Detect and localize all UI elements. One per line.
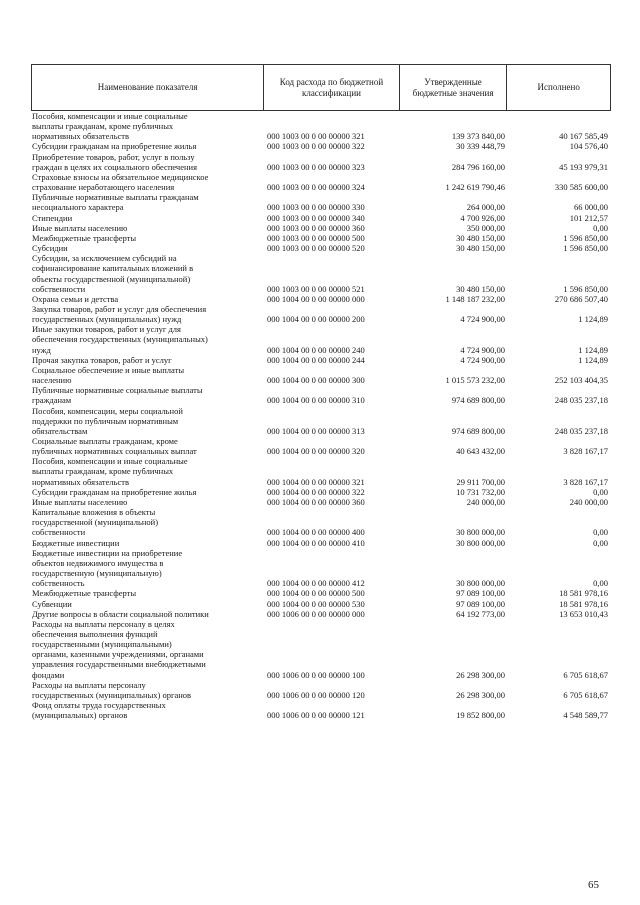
- row-name-line: Стипендии: [32, 212, 73, 223]
- row-name-line: государственными (муниципальными): [32, 639, 172, 650]
- row-code: 000 1006 00 0 00 00000 100: [267, 669, 365, 680]
- row-name: [31, 385, 263, 405]
- row-approved: 350 000,00: [466, 222, 505, 233]
- row-name: [31, 223, 263, 233]
- row-approved: 97 089 100,00: [456, 598, 505, 609]
- row-name: [31, 619, 263, 680]
- row-name-line: государственных (муниципальных) нужд: [32, 314, 182, 325]
- row-name-line: Бюджетные инвестиции: [32, 537, 120, 548]
- row-code: 000 1003 00 0 00 00000 520: [267, 243, 365, 254]
- row-code: 000 1003 00 0 00 00000 360: [267, 222, 365, 233]
- row-executed: 240 000,00: [569, 496, 608, 507]
- row-code: 000 1004 00 0 00 00000 300: [267, 375, 365, 386]
- row-approved: 30 800 000,00: [456, 537, 505, 548]
- row-name-line: (муниципальных) органов: [32, 710, 128, 721]
- table-row: [31, 253, 611, 294]
- row-name: [31, 497, 263, 507]
- row-name-line: Межбюджетные трансферты: [32, 232, 137, 243]
- table-row: [31, 456, 611, 486]
- row-name-line: Публичные нормативные выплаты гражданам: [32, 192, 199, 203]
- header-code: Код расхода по бюджетной классификации: [263, 65, 399, 110]
- row-name-line: Приобретение товаров, работ, услуг в пользу: [32, 151, 195, 162]
- row-name: [31, 538, 263, 548]
- row-code: 000 1004 00 0 00 00000 500: [267, 588, 365, 599]
- row-executed: 1 596 850,00: [563, 232, 608, 243]
- row-name-line: Бюджетные инвестиции на приобретение: [32, 547, 183, 558]
- row-approved: 1 242 619 790,46: [445, 182, 505, 193]
- row-approved: 40 643 432,00: [456, 446, 505, 457]
- row-code: 000 1004 00 0 00 00000 321: [267, 476, 365, 487]
- row-name: [31, 588, 263, 598]
- row-name: [31, 609, 263, 619]
- row-executed: 4 548 589,77: [563, 710, 608, 721]
- row-executed: 0,00: [593, 222, 608, 233]
- row-name-line: объекты государственной (муниципальной): [32, 273, 191, 284]
- row-name-line: граждан в целях их социального обеспечения: [32, 161, 197, 172]
- table-row: [31, 609, 611, 619]
- table-row: [31, 355, 611, 365]
- row-code: 000 1003 00 0 00 00000 324: [267, 182, 365, 193]
- row-name: [31, 456, 263, 486]
- row-executed: 3 828 167,17: [563, 476, 608, 487]
- row-name-line: Субсидии гражданам на приобретение жилья: [32, 486, 197, 497]
- table-row: [31, 223, 611, 233]
- table-row: [31, 304, 611, 324]
- row-code: 000 1006 00 0 00 00000 121: [267, 710, 365, 721]
- row-approved: 26 298 300,00: [456, 669, 505, 680]
- row-approved: 284 796 160,00: [451, 161, 505, 172]
- table-row: [31, 599, 611, 609]
- table-row: [31, 619, 611, 680]
- table-row: [31, 588, 611, 598]
- row-executed: 1 124,89: [578, 314, 608, 325]
- row-name: [31, 324, 263, 354]
- row-approved: 19 852 800,00: [456, 710, 505, 721]
- row-name-line: поддержки по публичным нормативным: [32, 415, 179, 426]
- budget-table: [31, 64, 611, 720]
- table-row: [31, 436, 611, 456]
- row-executed: 101 212,57: [569, 212, 608, 223]
- row-executed: 66 000,00: [574, 202, 608, 213]
- row-approved: 26 298 300,00: [456, 689, 505, 700]
- row-approved: 30 480 150,00: [456, 243, 505, 254]
- row-name: [31, 680, 263, 700]
- row-name: [31, 365, 263, 385]
- row-name-line: Закупка товаров, работ и услуг для обеспечения: [32, 303, 207, 314]
- row-name: [31, 152, 263, 172]
- row-code: 000 1003 00 0 00 00000 521: [267, 283, 365, 294]
- row-name-line: Фонд оплаты труда государственных: [32, 700, 166, 711]
- row-approved: 4 724 900,00: [460, 344, 505, 355]
- row-name: [31, 233, 263, 243]
- row-executed: 1 596 850,00: [563, 243, 608, 254]
- row-name-line: Иные выплаты населению: [32, 222, 128, 233]
- row-executed: 0,00: [593, 486, 608, 497]
- row-name-line: обеспечения выполнения функций: [32, 628, 158, 639]
- row-name-line: управления государственными внебюджетными: [32, 659, 206, 670]
- row-code: 000 1003 00 0 00 00000 340: [267, 212, 365, 223]
- row-executed: 18 581 978,16: [559, 588, 608, 599]
- row-name-line: Субсидии гражданам на приобретение жилья: [32, 141, 197, 152]
- table-row: [31, 243, 611, 253]
- row-executed: 18 581 978,16: [559, 598, 608, 609]
- row-name-line: Субсидии: [32, 243, 68, 254]
- table-row: [31, 233, 611, 243]
- row-name-line: Охрана семьи и детства: [32, 293, 119, 304]
- row-approved: 29 911 700,00: [456, 476, 505, 487]
- row-name: [31, 304, 263, 324]
- row-name-line: Страховые взносы на обязательное медицинское: [32, 171, 209, 182]
- row-name: [31, 253, 263, 294]
- row-code: 000 1004 00 0 00 00000 240: [267, 344, 365, 355]
- row-approved: 30 480 150,00: [456, 283, 505, 294]
- row-name: [31, 599, 263, 609]
- table-row: [31, 548, 611, 589]
- row-name-line: гражданам: [32, 395, 72, 406]
- row-approved: 139 373 840,00: [451, 131, 505, 142]
- table-header: [31, 64, 611, 111]
- row-name-line: нормативных обязательств: [32, 131, 129, 142]
- row-approved: 10 731 732,00: [456, 486, 505, 497]
- row-name-line: Субсидии, за исключением субсидий на: [32, 253, 177, 264]
- row-name: [31, 141, 263, 151]
- row-code: 000 1004 00 0 00 00000 200: [267, 314, 365, 325]
- row-approved: 1 015 573 232,00: [445, 375, 505, 386]
- row-name-line: Расходы на выплаты персоналу в целях: [32, 618, 175, 629]
- row-name-line: Пособия, компенсации и иные социальные: [32, 111, 188, 121]
- row-approved: 30 800 000,00: [456, 527, 505, 538]
- table-row: [31, 487, 611, 497]
- row-approved: 4 724 900,00: [460, 354, 505, 365]
- row-executed: 3 828 167,17: [563, 446, 608, 457]
- row-code: 000 1004 00 0 00 00000 360: [267, 496, 365, 507]
- row-name-line: страхование неработающего населения: [32, 182, 175, 193]
- row-name-line: объектов недвижимого имущества в: [32, 557, 164, 568]
- row-name-line: органами, казенными учреждениями, органами: [32, 649, 204, 660]
- row-name: [31, 243, 263, 253]
- row-name-line: обеспечения государственных (муниципальных): [32, 334, 208, 345]
- table-row: [31, 294, 611, 304]
- row-name-line: Социальное обеспечение и иные выплаты: [32, 364, 185, 375]
- row-name-line: обязательствам: [32, 425, 88, 436]
- row-name-line: нужд: [32, 344, 51, 355]
- table-row: [31, 385, 611, 405]
- row-executed: 248 035 237,18: [554, 395, 608, 406]
- row-name-line: Капитальные вложения в объекты: [32, 507, 156, 518]
- table-row: [31, 213, 611, 223]
- row-name-line: Другие вопросы в области социальной политики: [32, 608, 209, 619]
- row-executed: 6 705 618,67: [563, 669, 608, 680]
- row-code: 000 1004 00 0 00 00000 313: [267, 425, 365, 436]
- row-name-line: несоциального характера: [32, 202, 124, 213]
- row-name: [31, 192, 263, 212]
- row-name: [31, 172, 263, 192]
- header-executed: Исполнено: [506, 65, 610, 110]
- row-code: 000 1004 00 0 00 00000 244: [267, 354, 365, 365]
- row-name-line: государственных (муниципальных) органов: [32, 689, 192, 700]
- row-code: 000 1004 00 0 00 00000 310: [267, 395, 365, 406]
- page-number: 65: [588, 879, 599, 891]
- row-code: 000 1006 00 0 00 00000 000: [267, 608, 365, 619]
- table-row: [31, 406, 611, 436]
- table-row: [31, 497, 611, 507]
- row-name-line: населению: [32, 375, 72, 386]
- table-row: [31, 538, 611, 548]
- row-name-line: выплаты гражданам, кроме публичных: [32, 121, 174, 132]
- table-row: [31, 365, 611, 385]
- row-name-line: государственной (муниципальной): [32, 517, 159, 528]
- row-approved: 30 339 448,79: [456, 141, 505, 152]
- row-name-line: Пособия, компенсации, меры социальной: [32, 405, 183, 416]
- row-executed: 6 705 618,67: [563, 689, 608, 700]
- row-name-line: софинансирование капитальных вложений в: [32, 263, 194, 274]
- row-executed: 1 124,89: [578, 344, 608, 355]
- row-name-line: Расходы на выплаты персоналу: [32, 679, 146, 690]
- row-executed: 270 686 507,40: [554, 293, 608, 304]
- row-executed: 1 596 850,00: [563, 283, 608, 294]
- row-approved: 97 089 100,00: [456, 588, 505, 599]
- row-executed: 0,00: [593, 537, 608, 548]
- row-code: 000 1006 00 0 00 00000 120: [267, 689, 365, 700]
- row-code: 000 1004 00 0 00 00000 412: [267, 578, 365, 589]
- row-name-line: Субвенции: [32, 598, 72, 609]
- row-executed: 13 653 010,43: [559, 608, 608, 619]
- row-code: 000 1004 00 0 00 00000 400: [267, 527, 365, 538]
- row-code: 000 1003 00 0 00 00000 321: [267, 131, 365, 142]
- row-code: 000 1004 00 0 00 00000 530: [267, 598, 365, 609]
- row-name-line: Социальные выплаты гражданам, кроме: [32, 436, 178, 446]
- header-name: Наименование показателя: [97, 82, 198, 92]
- row-approved: 64 192 773,00: [456, 608, 505, 619]
- row-name: [31, 700, 263, 720]
- row-name: [31, 213, 263, 223]
- row-name-line: Иные закупки товаров, работ и услуг для: [32, 324, 181, 335]
- row-code: 000 1003 00 0 00 00000 323: [267, 161, 365, 172]
- row-code: 000 1004 00 0 00 00000 322: [267, 486, 365, 497]
- row-name-line: собственность: [32, 578, 85, 589]
- row-name-line: Прочая закупка товаров, работ и услуг: [32, 354, 172, 365]
- row-executed: 330 585 600,00: [554, 182, 608, 193]
- row-name: [31, 294, 263, 304]
- row-name-line: публичных нормативных социальных выплат: [32, 446, 197, 457]
- row-code: 000 1004 00 0 00 00000 320: [267, 446, 365, 457]
- row-executed: 252 103 404,35: [554, 375, 608, 386]
- row-executed: 0,00: [593, 578, 608, 589]
- row-approved: 30 800 000,00: [456, 578, 505, 589]
- row-name: [31, 548, 263, 589]
- row-executed: 248 035 237,18: [554, 425, 608, 436]
- table-row: [31, 141, 611, 151]
- table-row: [31, 680, 611, 700]
- row-executed: 40 167 585,49: [559, 131, 608, 142]
- table-row: [31, 152, 611, 172]
- row-name-line: выплаты гражданам, кроме публичных: [32, 466, 174, 477]
- row-name-line: Пособия, компенсации и иные социальные: [32, 456, 188, 467]
- row-name-line: нормативных обязательств: [32, 476, 129, 487]
- table-row: [31, 700, 611, 720]
- row-name-line: Межбюджетные трансферты: [32, 588, 137, 599]
- table-row: [31, 111, 611, 141]
- row-name: [31, 507, 263, 537]
- row-name: [31, 355, 263, 365]
- row-approved: 30 480 150,00: [456, 232, 505, 243]
- row-approved: 264 000,00: [466, 202, 505, 213]
- row-code: 000 1003 00 0 00 00000 500: [267, 232, 365, 243]
- row-name: [31, 111, 263, 141]
- row-approved: 974 689 800,00: [451, 425, 505, 436]
- row-name-line: Публичные нормативные социальные выплаты: [32, 385, 203, 396]
- row-name-line: государственную (муниципальную): [32, 568, 162, 579]
- row-code: 000 1003 00 0 00 00000 330: [267, 202, 365, 213]
- row-approved: 1 148 187 232,00: [445, 293, 505, 304]
- row-code: 000 1004 00 0 00 00000 000: [267, 293, 365, 304]
- table-row: [31, 192, 611, 212]
- row-code: 000 1003 00 0 00 00000 322: [267, 141, 365, 152]
- row-name: [31, 436, 263, 456]
- table-row: [31, 172, 611, 192]
- table-body: [31, 111, 611, 720]
- row-approved: 974 689 800,00: [451, 395, 505, 406]
- row-executed: 1 124,89: [578, 354, 608, 365]
- row-executed: 104 576,40: [569, 141, 608, 152]
- table-row: [31, 324, 611, 354]
- table-row: [31, 507, 611, 537]
- row-name-line: Иные выплаты населению: [32, 496, 128, 507]
- row-approved: 4 724 900,00: [460, 314, 505, 325]
- row-approved: 4 700 926,00: [460, 212, 505, 223]
- header-approved: Утвержденные бюджетные значения: [399, 65, 507, 110]
- row-approved: 240 000,00: [466, 496, 505, 507]
- row-name-line: собственности: [32, 527, 86, 538]
- row-name: [31, 406, 263, 436]
- row-executed: 45 193 979,31: [559, 161, 608, 172]
- row-name: [31, 487, 263, 497]
- row-code: 000 1004 00 0 00 00000 410: [267, 537, 365, 548]
- row-name-line: собственности: [32, 283, 86, 294]
- row-executed: 0,00: [593, 527, 608, 538]
- row-name-line: фондами: [32, 669, 65, 680]
